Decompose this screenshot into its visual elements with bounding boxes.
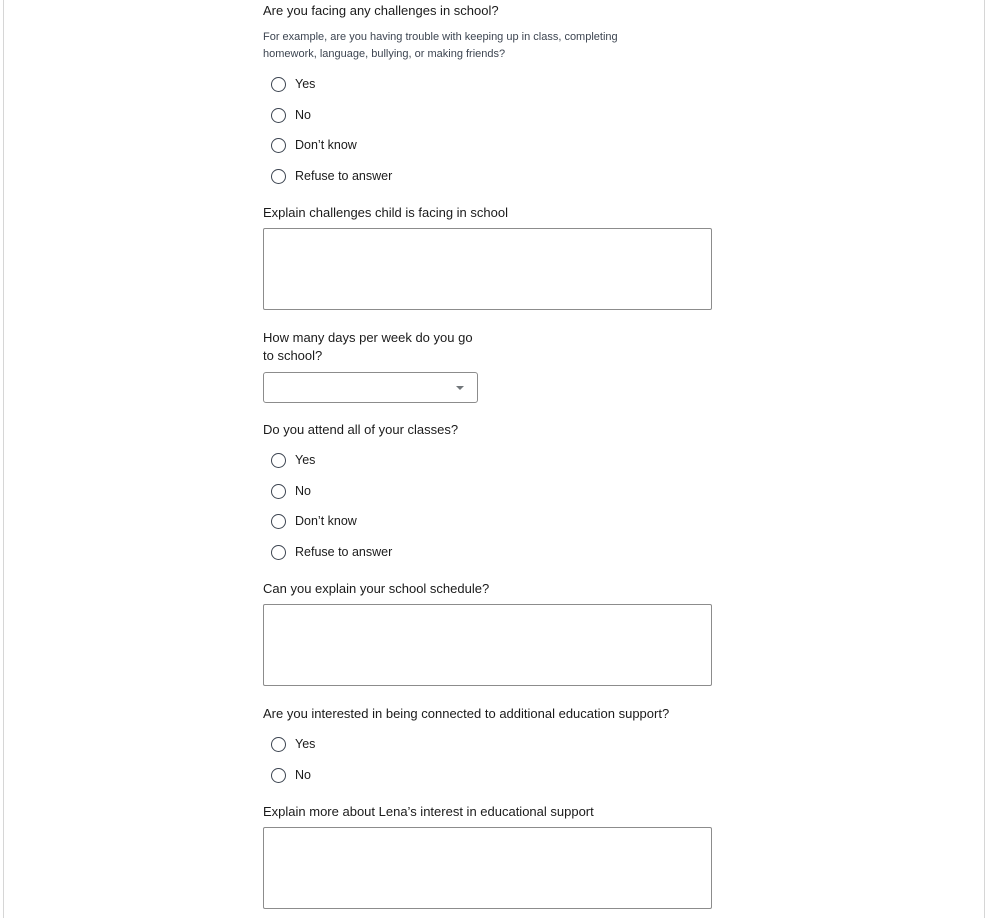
explain-challenges-label: Explain challenges child is facing in school (263, 205, 508, 220)
challenges-hint: For example, are you having trouble with keeping up in class, completing homework, language, bullying, or making friends? (263, 31, 618, 60)
caret-down-icon (456, 386, 464, 390)
school-schedule-label: Can you explain your school schedule? (263, 581, 490, 596)
support-radio-yes[interactable]: Yes (271, 735, 315, 753)
attend-radio-no[interactable]: No (271, 482, 311, 500)
support-radio-no[interactable]: No (271, 766, 311, 784)
support-interest-textarea[interactable] (263, 827, 712, 909)
radio-circle-icon (271, 77, 286, 92)
radio-circle-icon (271, 768, 286, 783)
education-support-question: Are you interested in being connected to additional education support? (263, 706, 670, 721)
radio-circle-icon (271, 514, 286, 529)
school-schedule-textarea[interactable] (263, 604, 712, 686)
challenges-radio-no[interactable]: No (271, 106, 311, 124)
challenges-question: Are you facing any challenges in school? (263, 3, 499, 18)
attend-radio-refuse[interactable]: Refuse to answer (271, 543, 392, 561)
days-per-week-label: How many days per week do you go to school? (263, 330, 473, 363)
radio-circle-icon (271, 453, 286, 468)
radio-circle-icon (271, 737, 286, 752)
challenges-radio-refuse[interactable]: Refuse to answer (271, 167, 392, 185)
radio-circle-icon (271, 484, 286, 499)
attend-radio-yes[interactable]: Yes (271, 451, 315, 469)
radio-circle-icon (271, 169, 286, 184)
explain-challenges-textarea[interactable] (263, 228, 712, 310)
attend-radio-dont-know[interactable]: Don’t know (271, 512, 357, 530)
support-interest-label: Explain more about Lena’s interest in educational support (263, 804, 594, 819)
radio-circle-icon (271, 108, 286, 123)
radio-circle-icon (271, 545, 286, 560)
attend-classes-question: Do you attend all of your classes? (263, 422, 459, 437)
challenges-radio-yes[interactable]: Yes (271, 75, 315, 93)
challenges-radio-dont-know[interactable]: Don’t know (271, 136, 357, 154)
page-frame (3, 0, 985, 918)
days-per-week-select[interactable] (263, 372, 478, 403)
radio-circle-icon (271, 138, 286, 153)
